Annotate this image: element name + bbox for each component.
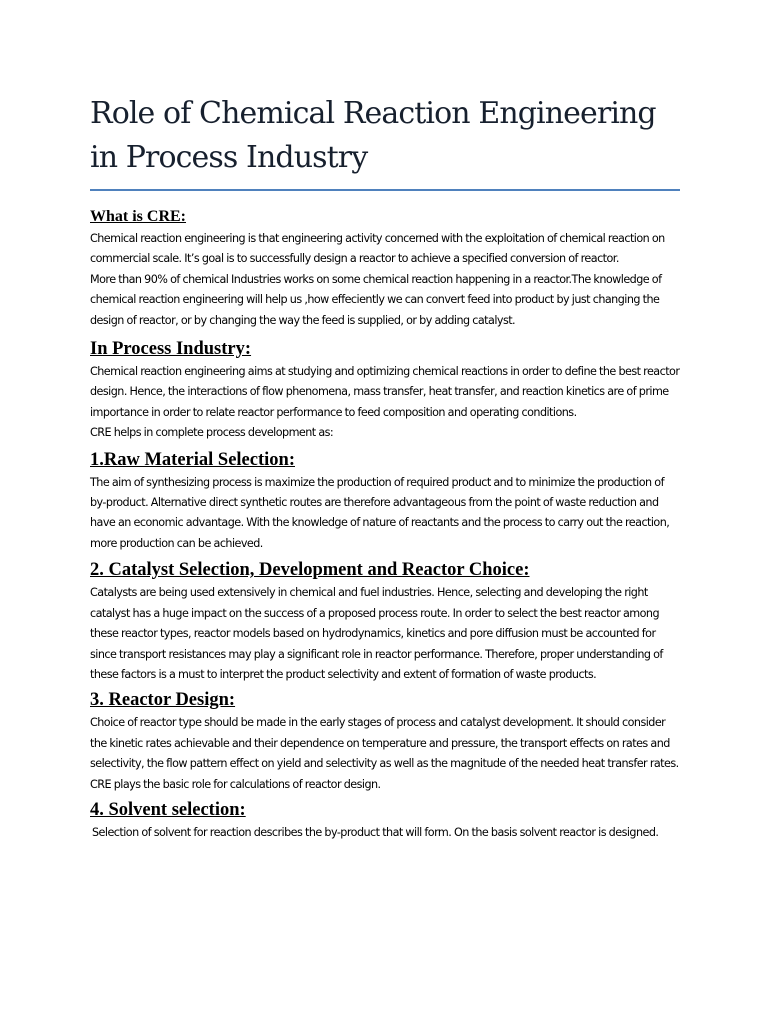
paragraph-raw-material: The aim of synthesizing process is maximize the production of required product and to minimize the production of by-product. Alternative direct synthetic routes are therefore advantageous from the point of waste reduction and have an economic advantage. With the knowledge of nature of reactants and the process to carry out the reaction, more production can be achieved. — [90, 475, 670, 550]
heading-in-process-industry: In Process Industry: — [90, 339, 252, 360]
title-divider — [90, 189, 680, 191]
paragraph-solvent: Selection of solvent for reaction describes the by-product that will form. On the basis solvent reactor is designed. — [92, 825, 659, 839]
heading-reactor-design: 3. Reactor Design: — [90, 690, 236, 711]
document-page — [90, 92, 682, 843]
heading-what-is-cre: What is CRE: — [90, 208, 187, 225]
paragraph-cre-definition: Chemical reaction engineering is that engineering activity concerned with the exploitation of chemical reaction on commercial scale. It’s goal is to successfully design a reactor to achieve a specified conversion of reactor. — [90, 232, 665, 266]
heading-catalyst-selection: 2. Catalyst Selection, Development and Reactor Choice: — [90, 560, 530, 581]
heading-solvent-selection: 4. Solvent selection: — [90, 799, 246, 820]
paragraph-process-development: CRE helps in complete process development as: — [90, 426, 334, 440]
paragraph-process-industry: Chemical reaction engineering aims at studying and optimizing chemical reactions in order to define the best reactor design. Hence, the interactions of flow phenomena, mass transfer, heat transfer, and reaction kinetics are of prime importance in order to relate reactor performance to feed composition and operating conditions. — [90, 365, 680, 419]
paragraph-cre-industries: More than 90% of chemical Industries works on some chemical reaction happening in a reactor.The knowledge of chemical reaction engineering will help us ,how effeciently we can convert feed into product by just changing the design of reactor, or by changing the way the feed is supplied, or by adding catalyst. — [90, 272, 662, 327]
heading-raw-material-selection: 1.Raw Material Selection: — [90, 449, 295, 470]
paragraph-reactor-design: Choice of reactor type should be made in the early stages of process and catalyst development. It should consider the kinetic rates achievable and their dependence on temperature and pressure, the transport effects on rates and selectivity, the flow pattern effect on yield and selectivity as well as the magnitude of the needed heat transfer rates. CRE plays the basic role for calculations of reactor design. — [90, 716, 679, 791]
document-title: Role of Chemical Reaction Engineering in Process Industry — [90, 96, 656, 175]
paragraph-catalyst: Catalysts are being used extensively in chemical and fuel industries. Hence, selecting and developing the right catalyst has a huge impact on the success of a proposed process route. In order to select the best reactor among these reactor types, reactor models based on hydrodynamics, kinetics and pore diffusion must be accounted for since transport resistances may play a significant role in reactor performance. Therefore, proper understanding of these factors is a must to interpret the product selectivity and extent of formation of waste products. — [90, 586, 663, 681]
